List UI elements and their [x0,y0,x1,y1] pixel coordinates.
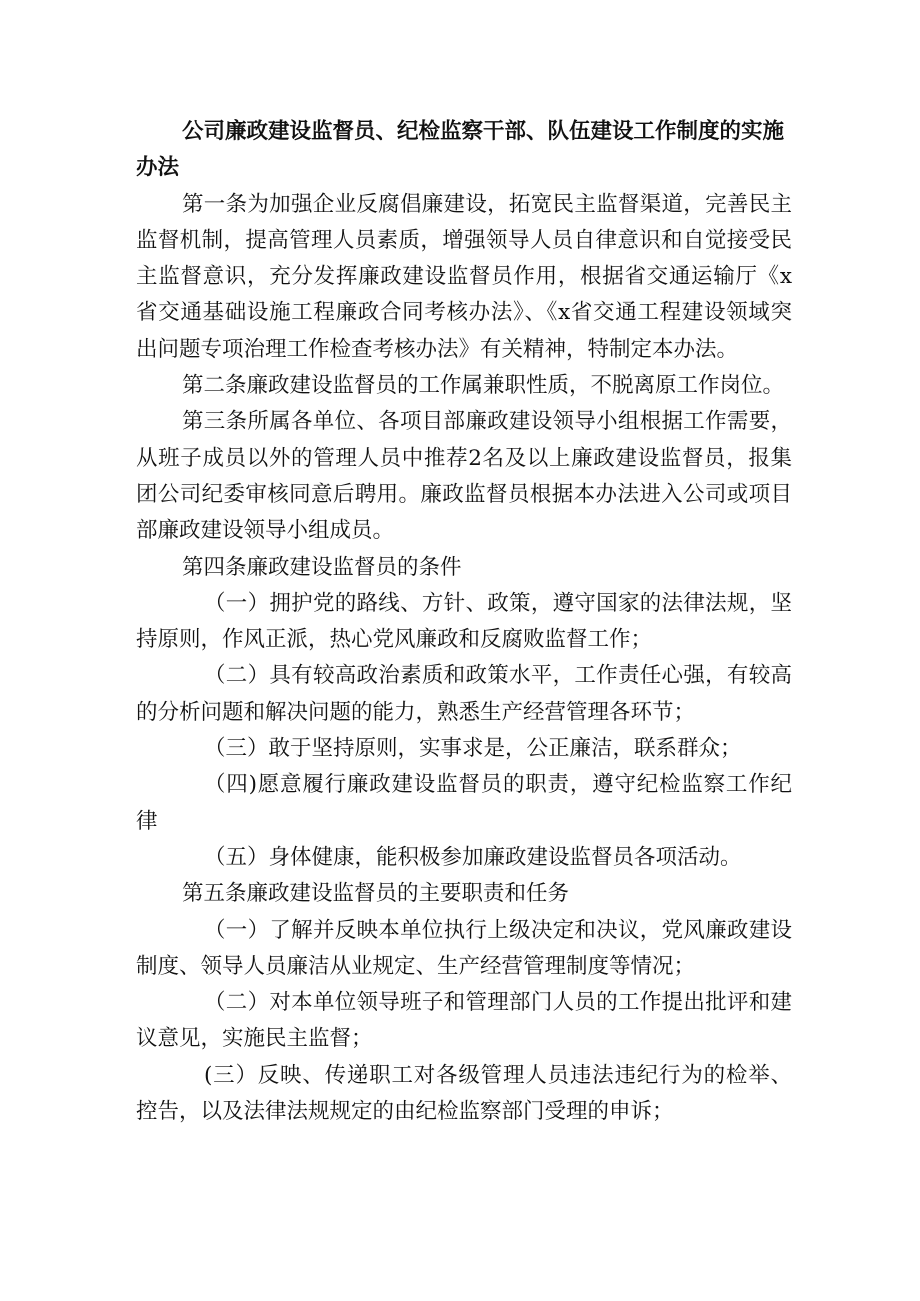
article-4-heading: 第四条廉政建设监督员的条件 [182,554,462,580]
document-title: 公司廉政建设监督员、纪检监察干部、队伍建设工作制度的实施办法 [136,119,785,181]
article-3: 第三条所属各单位、各项目部廉政建设领导小组根据工作需要，从班子成员以外的管理人员中推荐2名及以上廉政建设监督员，报集团公司纪委审核同意后聘用。廉政监督员根据本办法进入公司或项目部廉政建设领导小组成员。 [136,409,792,544]
article-5-heading: 第五条廉政建设监督员的主要职责和任务 [182,881,570,907]
article-5-item-1: （一）了解并反映本单位执行上级决定和决议，党风廉政建设制度、领导人员廉洁从业规定、生产经营管理制度等情况； [136,917,792,979]
article-1: 第一条为加强企业反腐倡廉建设，拓宽民主监督渠道，完善民主监督机制，提高管理人员素质，增强领导人员自律意识和自觉接受民主监督意识，充分发挥廉政建设监督员作用，根据省交通运输厅《x省交通基础设施工程廉政合同考核办法》、《x省交通工程建设领域突出问题专项治理工作检查考核办法》有关精神，特制定本办法。 [136,191,792,362]
article-2: 第二条廉政建设监督员的工作属兼职性质，不脱离原工作岗位。 [182,373,785,399]
article-4-item-3: （三）敢于坚持原则，实事求是，公正廉洁，联系群众； [204,736,742,762]
article-5-item-3: (三）反映、传递职工对各级管理人员违法违纪行为的检举、控告，以及法律法规规定的由纪检监察部门受理的申诉； [136,1062,792,1125]
article-4-item-2: （二）具有较高政治素质和政策水平，工作责任心强，有较高的分析问题和解决问题的能力，熟悉生产经营管理各环节； [136,663,792,725]
article-4-item-4: （四)愿意履行廉政建设监督员的职责，遵守纪检监察工作纪律 [136,772,792,834]
article-4-item-1: （一）拥护党的路线、方针、政策，遵守国家的法律法规，坚持原则，作风正派，热心党风廉政和反腐败监督工作； [136,590,792,653]
article-5-item-2: （二）对本单位领导班子和管理部门人员的工作提出批评和建议意见，实施民主监督； [136,990,792,1052]
article-4-item-5: （五）身体健康，能积极参加廉政建设监督员各项活动。 [204,844,742,870]
document-body [136,112,792,1130]
